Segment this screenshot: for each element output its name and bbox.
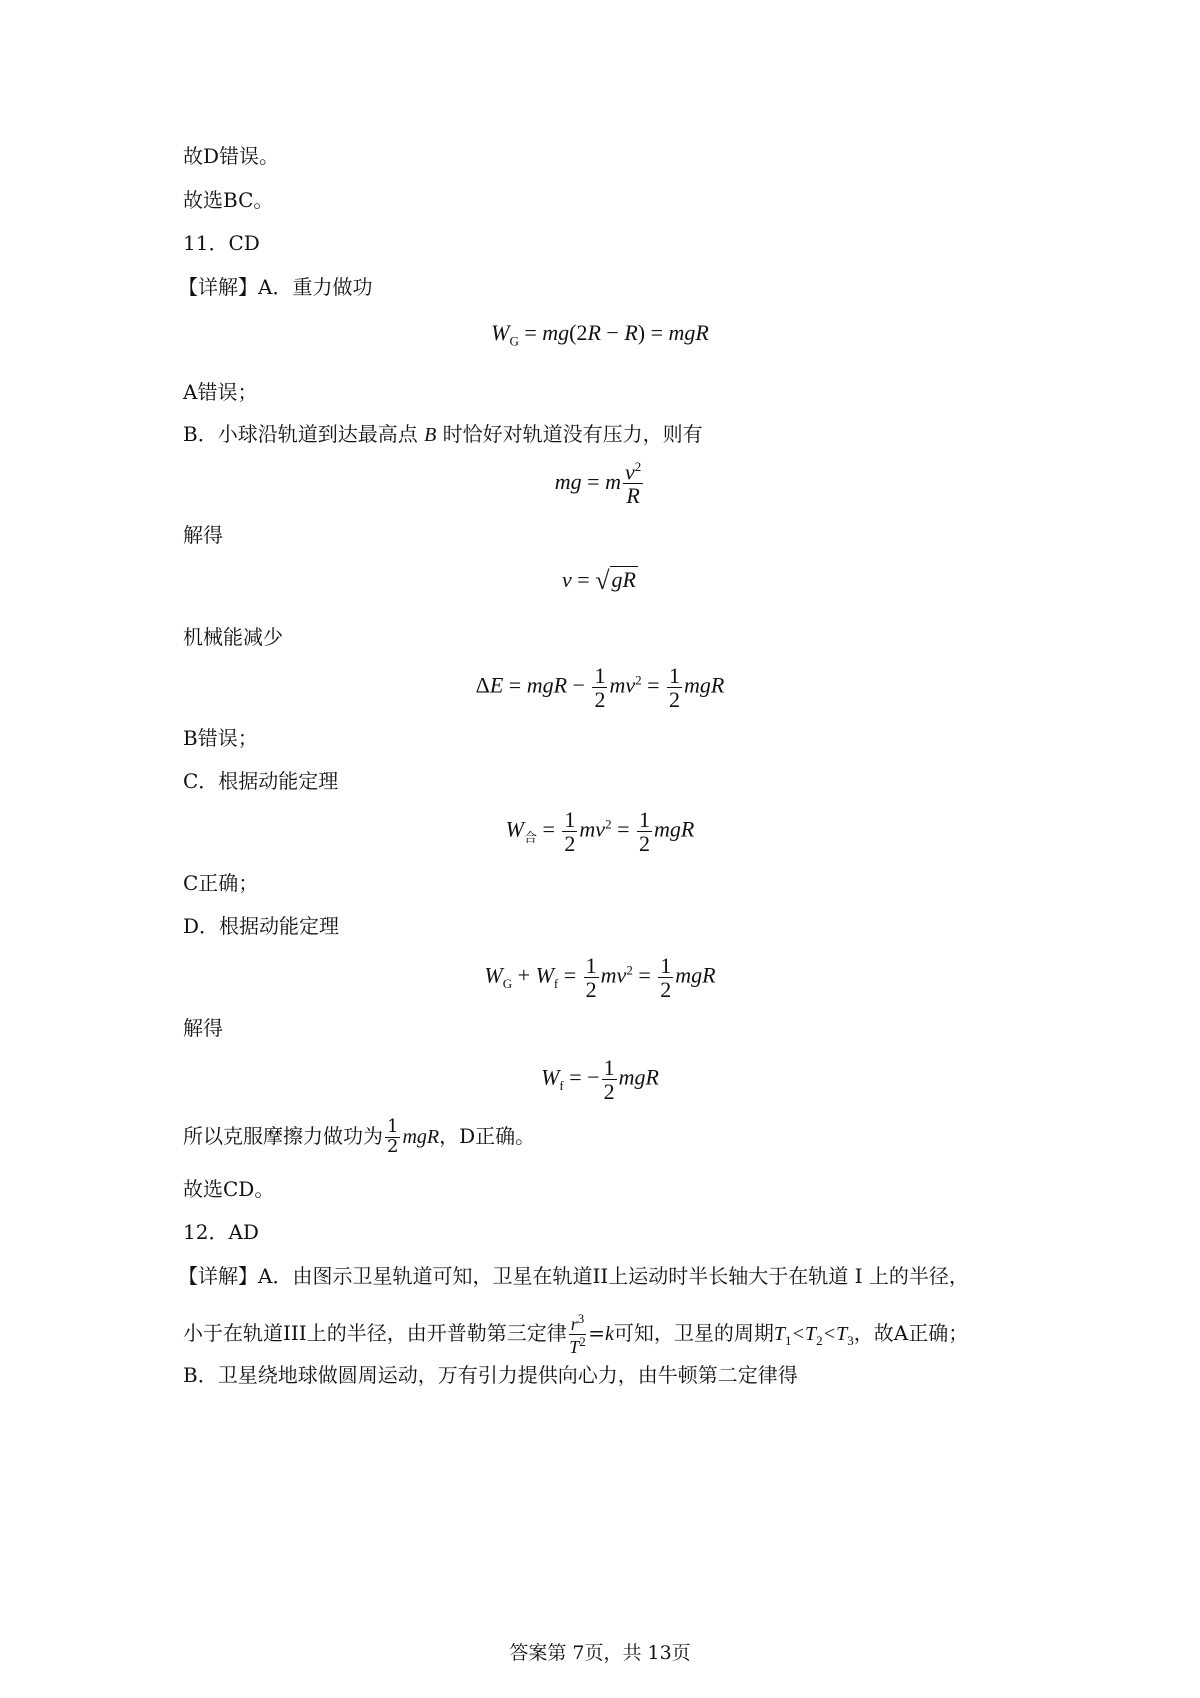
text-fragment: 可知，卫星的周期: [613, 1320, 774, 1345]
text-line: B．卫星绕地球做圆周运动，万有引力提供向心力，由牛顿第二定律得: [183, 1363, 798, 1387]
text-line: 机械能减少: [183, 625, 283, 649]
text-line: [183, 421, 703, 448]
text-fragment: ，故A正确；: [853, 1320, 969, 1345]
text-fragment: 时恰好对轨道没有压力，则有: [442, 422, 703, 446]
equation-gravity-work: $W_G = mg(2R - R)$ = mgR: [491, 320, 709, 349]
equation-centripetal: mg = m $\frac{v^2}{R}$: [554, 459, 642, 509]
explanation-line: 【详解】A．由图示卫星轨道可知，卫星在轨道II上运动时半长轴大于在轨道 I 上的半径，: [178, 1264, 969, 1288]
page-footer: 答案第 7页，共 13页: [509, 1642, 691, 1664]
explanation-heading: 【详解】A．重力做功: [178, 275, 373, 299]
period-inequality: $T_1<T_2<T_3$: [773, 1322, 854, 1348]
text-line: D．根据动能定理: [183, 914, 340, 938]
text-fragment: =: [588, 1320, 605, 1345]
text-line: 故D错误。: [183, 144, 280, 168]
equation-net-work: $W_合$ = $\frac{1}{2}$ $mv^2$ = $\frac{1}{2}$ mgR: [505, 807, 695, 857]
text-line: 故选CD。: [183, 1177, 275, 1201]
text-line: 故选BC。: [183, 188, 274, 212]
text-line: C．根据动能定理: [183, 769, 339, 793]
question-number-12: 12．AD: [183, 1220, 259, 1244]
text-fragment: 所以克服摩擦力做功为: [183, 1123, 383, 1148]
text-line: B错误；: [183, 726, 258, 750]
math-fragment: mgR: [402, 1125, 440, 1148]
text-line: 解得: [183, 1016, 223, 1040]
text-line: 小于在轨道III上的半径，由开普勒第三定律 $\frac{r^3}{T^2}$ =k可知，卫星的周期$T_1<T_2<T_3$，故A正确；: [183, 1311, 969, 1357]
equation-energy-loss: ΔE = mgR − $\frac{1}{2}$ $mv^2$ = $\frac{1}{2}$ mgR: [475, 663, 725, 713]
equation-friction-work: $W_f$ = − $\frac{1}{2}$ mgR: [541, 1055, 659, 1105]
text-fragment: ，D正确。: [439, 1123, 536, 1148]
question-number-11: 11．CD: [183, 231, 260, 255]
equation-work-energy: $W_G + W_f$ = $\frac{1}{2}$ $mv^2$ = $\frac{1}{2}$ mgR: [484, 953, 716, 1003]
math-fragment: k: [604, 1322, 614, 1345]
point-label: B: [424, 424, 437, 446]
text-line: A错误；: [183, 380, 258, 404]
text-line: 所以克服摩擦力做功为 $\frac{1}{2}$ mgR，D正确。: [183, 1116, 536, 1157]
text-line: C正确；: [183, 871, 259, 895]
text-fragment: 小于在轨道III上的半径，由开普勒第三定律: [183, 1320, 567, 1345]
text-line: 解得: [183, 523, 223, 547]
equation-velocity: v = √gR: [562, 566, 636, 595]
text-fragment: B．小球沿轨道到达最高点: [183, 422, 418, 446]
